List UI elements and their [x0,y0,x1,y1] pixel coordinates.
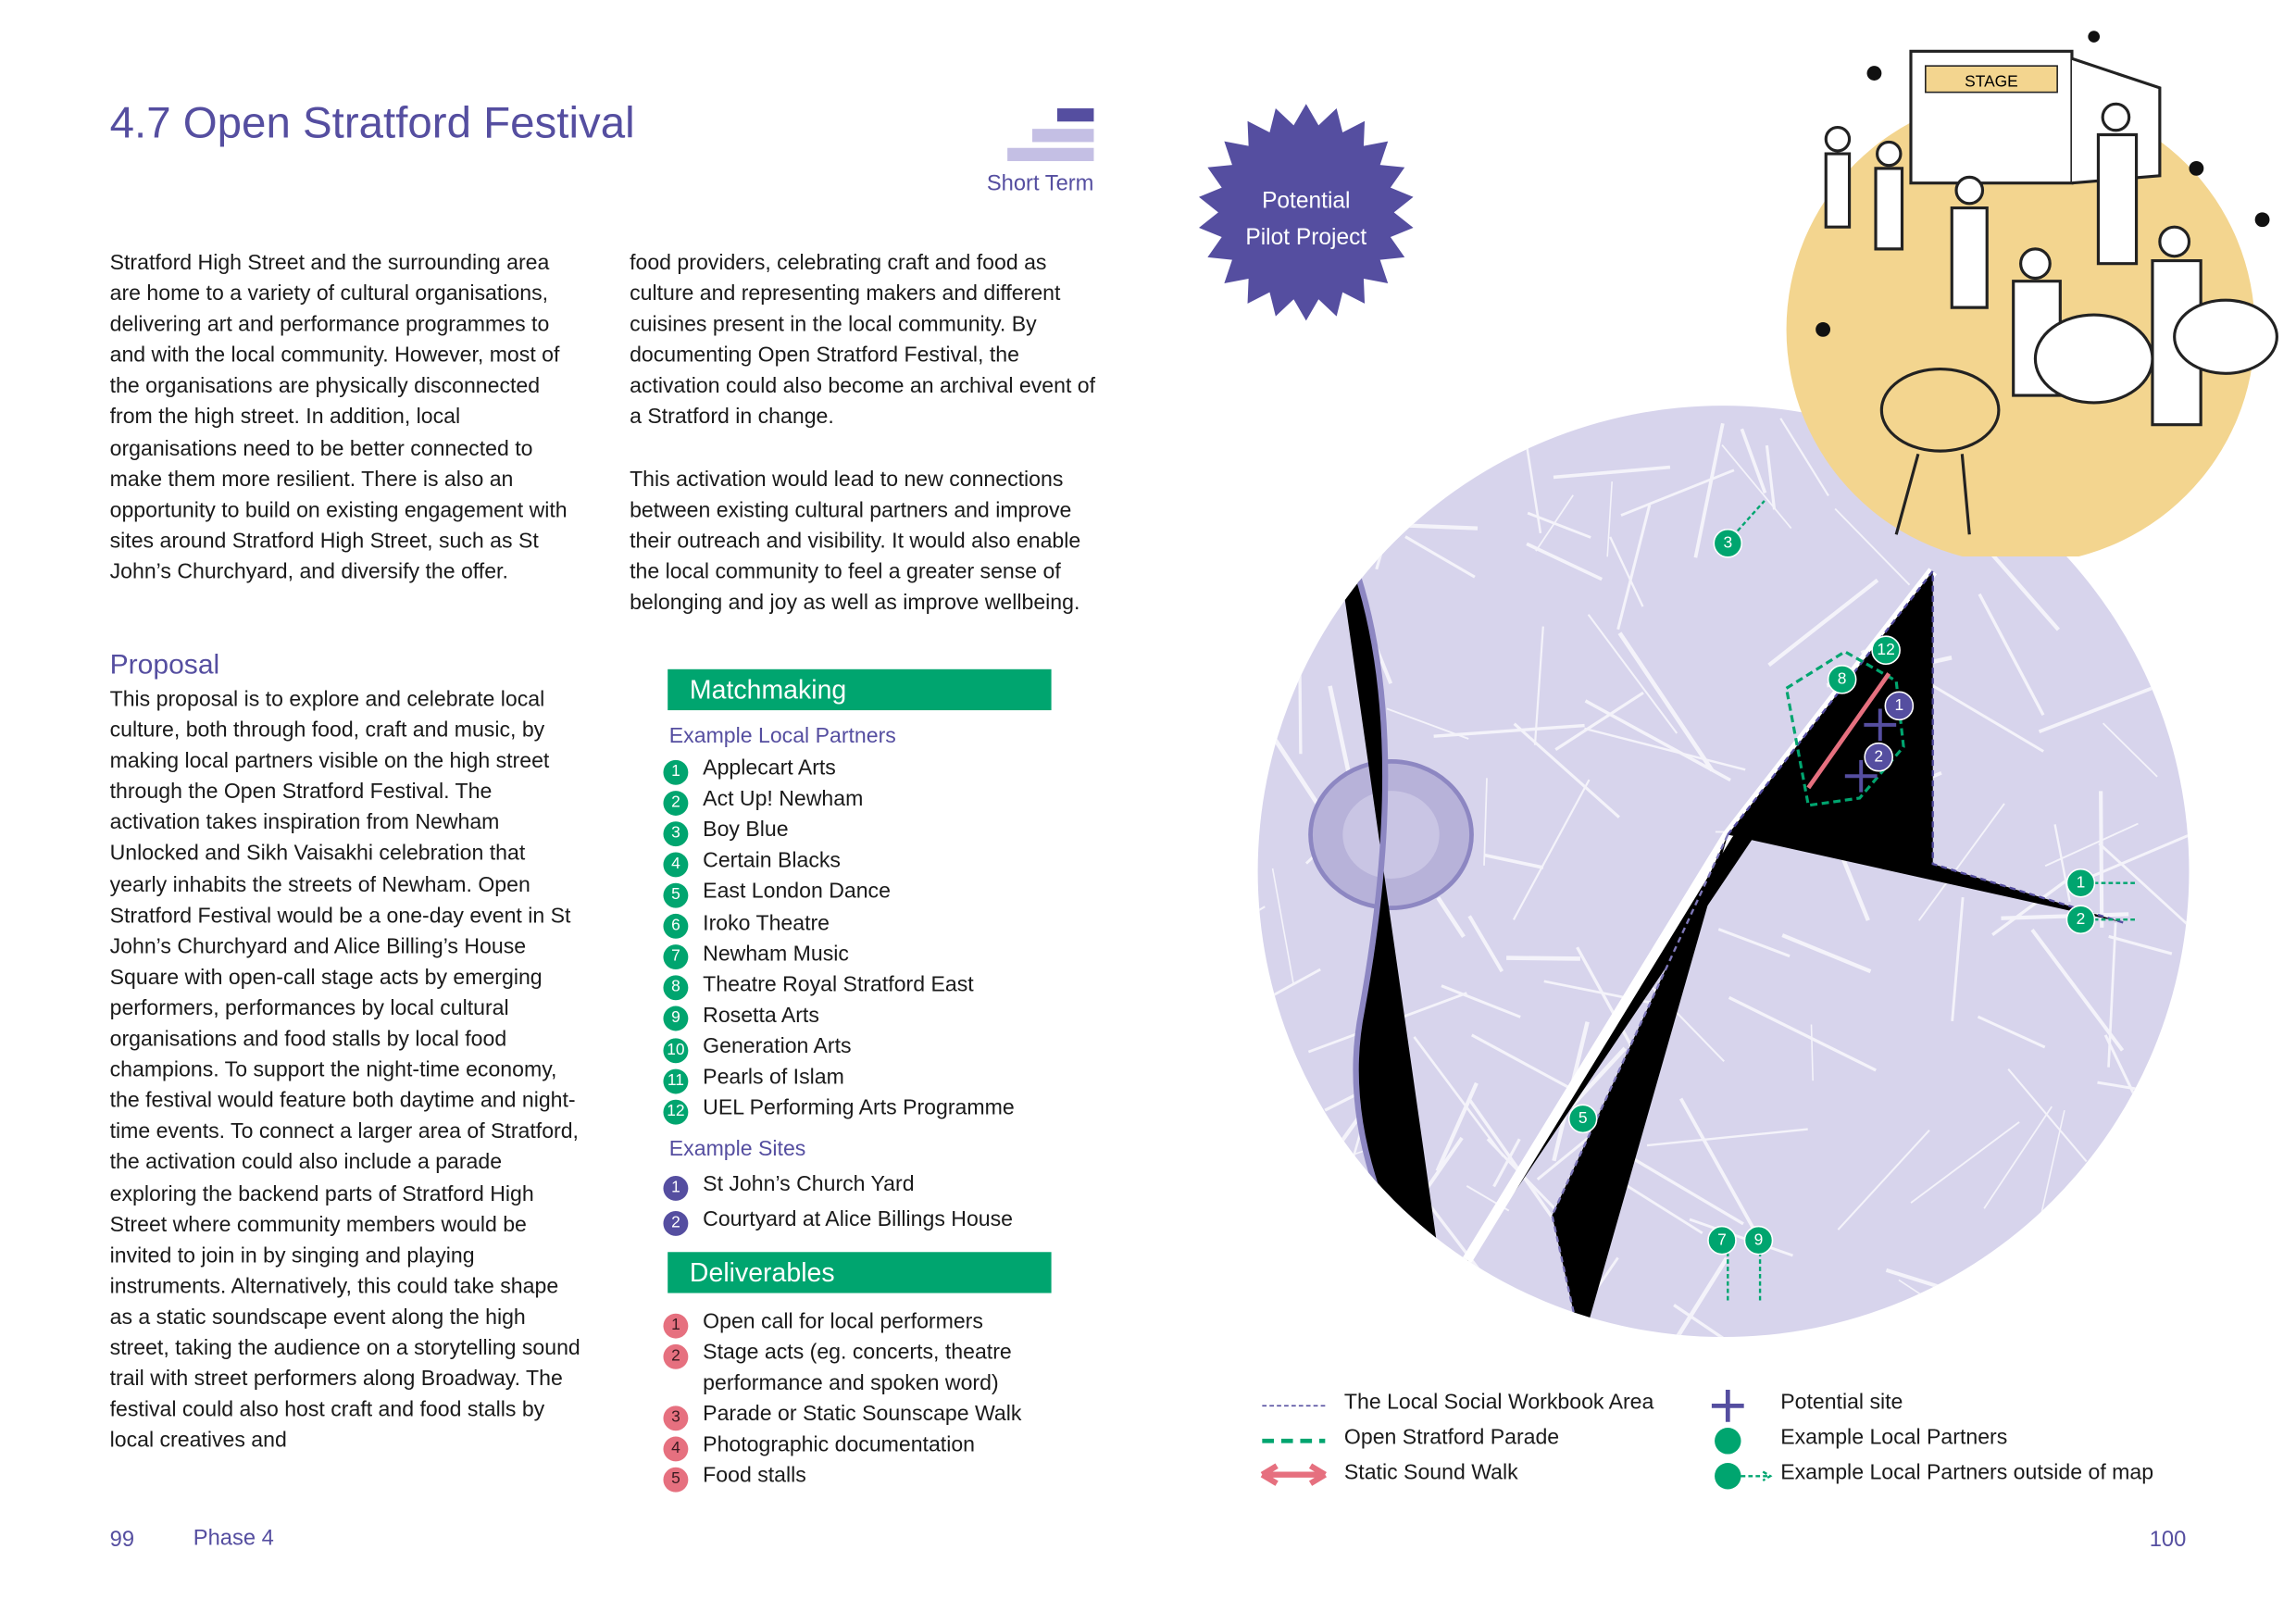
partner-item [663,940,848,970]
legend-partners: Example Local Partners [1780,1426,2008,1450]
stage-sign: STAGE [1965,71,2018,91]
partner-number: 1 [663,759,688,784]
partner-number: 4 [663,852,688,877]
site-number: 2 [663,1210,688,1235]
intro-paragraph-3: This activation would lead to new connections between existing cultural partners and improve their outreach and visibility. It would also enable the local community to feel a greater sense of belonging and joy as well as improve wellbeing. [630,468,1081,616]
partner-name: Rosetta Arts [703,1004,819,1028]
page-number-right: 100 [2149,1527,2187,1553]
legend-area: The Local Social Workbook Area [1343,1391,1654,1415]
street [2202,1022,2211,1084]
deliverable-number: 4 [663,1436,688,1461]
map-marker-p5[interactable]: 5 [1568,1105,1598,1134]
partner-item [663,908,830,939]
partner-number: 2 [663,791,688,816]
page-title: 4.7 Open Stratford Festival [109,99,635,148]
partner-number: 8 [663,976,688,1001]
deliverable-number: 2 [663,1343,688,1368]
street [2005,1339,2104,1347]
deliverable-item [663,1400,1021,1430]
intro-right-column [630,249,1101,651]
site-item [663,1170,914,1201]
map-marker-p12[interactable]: 12 [1871,635,1901,665]
legend-walk: Static Sound Walk [1343,1461,1518,1485]
deliverable-text: Parade or Static Sounscape Walk [703,1403,1022,1427]
street [2101,791,2102,927]
street [1385,1321,1532,1347]
partner-number: 7 [663,945,688,970]
map-marker-p8[interactable]: 8 [1828,665,1857,694]
street [1244,738,1251,836]
street [2159,1159,2174,1212]
street [2052,1278,2180,1338]
page-number-left: 99 [109,1527,135,1553]
map-marker-s2[interactable]: 2 [1864,743,1893,772]
deliverable-text-cont: performance and spoken word) [703,1371,999,1396]
partner-number: 11 [663,1068,688,1093]
partner-name: UEL Performing Arts Programme [703,1096,1015,1121]
partner-item [663,970,973,1001]
partner-name: Boy Blue [703,818,789,843]
street [1382,396,1404,447]
partner-item [663,847,841,878]
site-name: St John’s Church Yard [703,1172,915,1197]
legend-marker-icons [1707,1384,1780,1494]
matchmaking-heading: Matchmaking [668,669,1051,710]
partners-heading: Example Local Partners [668,724,896,749]
intro-left-column [110,249,581,619]
street [1244,509,1374,580]
partner-name: Pearls of Islam [703,1066,844,1090]
partner-number: 6 [663,914,688,939]
deliverable-number: 5 [663,1467,688,1492]
deliverable-text: Stage acts (eg. concerts, theatre [703,1341,1012,1366]
partner-number: 5 [663,883,688,908]
partner-name: Applecart Arts [703,756,836,781]
badge-line-1: Potential [1262,189,1351,214]
legend-partners-outside: Example Local Partners outside of map [1780,1461,2154,1485]
street [1246,443,1415,476]
street [1506,958,1580,959]
legend-line-icons [1259,1392,1332,1494]
map-marker-p3[interactable]: 3 [1713,529,1742,558]
badge-line-2: Pilot Project [1245,225,1367,251]
intro-paragraph-2: food providers, celebrating craft and food as culture and representing makers and different cuisines present in the local community. By documenting Open Stratford Festival, the activation could also become an archival event of a Stratford in change. [630,252,1096,431]
partner-name: Iroko Theatre [703,911,830,935]
map-marker-s1[interactable]: 1 [1885,692,1915,721]
partner-number: 3 [663,821,688,846]
partner-item [663,878,890,908]
deliverable-text: Photographic documentation [703,1433,976,1457]
partner-item [663,755,835,785]
legend-site: Potential site [1780,1391,1903,1415]
street [1259,519,1316,614]
partner-name: Newham Music [703,942,849,967]
partner-item [663,1032,851,1063]
sites-heading: Example Sites [668,1137,806,1162]
badge-text [1198,183,1415,256]
street [1332,441,1368,569]
partner-number: 10 [663,1038,688,1063]
map-marker-p7[interactable]: 7 [1707,1226,1737,1255]
intro-paragraph: Stratford High Street and the surrounding area are home to a variety of cultural organisations, delivering art and performance programmes to and with the local community. However, most of the organisations are physically disconnected from the high street. In addition, local organisations need to be better connected to make them more resilient. There is also an opportunity to build on existing engagement with sites around Stratford High Street, such as St John’s Churchyard, and diversify the offer. [109,252,568,584]
partner-name: Generation Arts [703,1035,852,1059]
section-label: Phase 4 [193,1526,274,1551]
street [1304,1101,1319,1217]
site-name: Courtyard at Alice Billings House [703,1207,1014,1232]
proposal-heading: Proposal [109,650,220,681]
partner-name: Act Up! Newham [703,788,864,812]
term-label: Short Term [986,171,1094,196]
partner-item [663,1094,1014,1125]
site-number: 1 [663,1175,688,1200]
street [2195,647,2211,674]
partner-name: Theatre Royal Stratford East [703,973,974,997]
partner-item [663,1063,843,1093]
deliverable-item [663,1339,1011,1369]
street [1515,1299,1533,1348]
deliverables-heading: Deliverables [668,1252,1051,1293]
deliverable-text: Open call for local performers [703,1310,983,1334]
map-marker-o1[interactable]: 1 [2066,868,2096,898]
street [1300,640,1301,754]
proposal-text: This proposal is to explore and celebrate local culture, both through food, craft and music, by making local partners visible on the high street through the Open Stratford Festival. The activation takes inspiration from Newham Unlocked and Sikh Vaisakhi celebration that yearly inhabits the streets of Newham. Open Stratford Festival would be a one-day event in St John’s Churchyard and Alice Billing’s House Square with open-call stage acts by emerging performers, performances by local cultural organisations and food stalls by local food champions. To support the night-time economy, the festival would feature both daytime and night-time events. To connect a larger area of Stratford, the activation could also include a parade exploring the backend parts of Stratford High Street where community members would be invited to join in by singing and playing instruments. Alternatively, this could take shape as a static soundscape event along the high street, taking the audience on a storytelling sound trail with street performers along Broadway. The festival could also host craft and food stalls by local creatives and [109,688,580,1454]
map-marker-p9[interactable]: 9 [1744,1226,1774,1255]
partner-item [663,816,788,846]
street [2134,555,2211,616]
partner-item [663,785,863,816]
street [1246,1137,1341,1160]
street [2190,988,2212,1041]
partner-item [663,1001,818,1031]
map-marker-o2[interactable]: 2 [2066,905,2096,934]
street [1325,460,1395,506]
partner-name: Certain Blacks [703,849,841,874]
deliverable-text: Food stalls [703,1464,806,1488]
legend-parade: Open Stratford Parade [1343,1426,1560,1450]
deliverable-item [663,1307,982,1338]
partner-number: 12 [663,1099,688,1124]
site-item [663,1206,1013,1236]
deliverable-item [663,1461,805,1492]
deliverable-number: 1 [663,1313,688,1338]
partner-number: 9 [663,1006,688,1031]
street [2106,1156,2178,1171]
deliverable-number: 3 [663,1405,688,1430]
street [1900,1311,1929,1347]
festival-illustration [1779,30,2292,556]
deliverable-item [663,1430,975,1461]
partner-name: East London Dance [703,881,891,905]
